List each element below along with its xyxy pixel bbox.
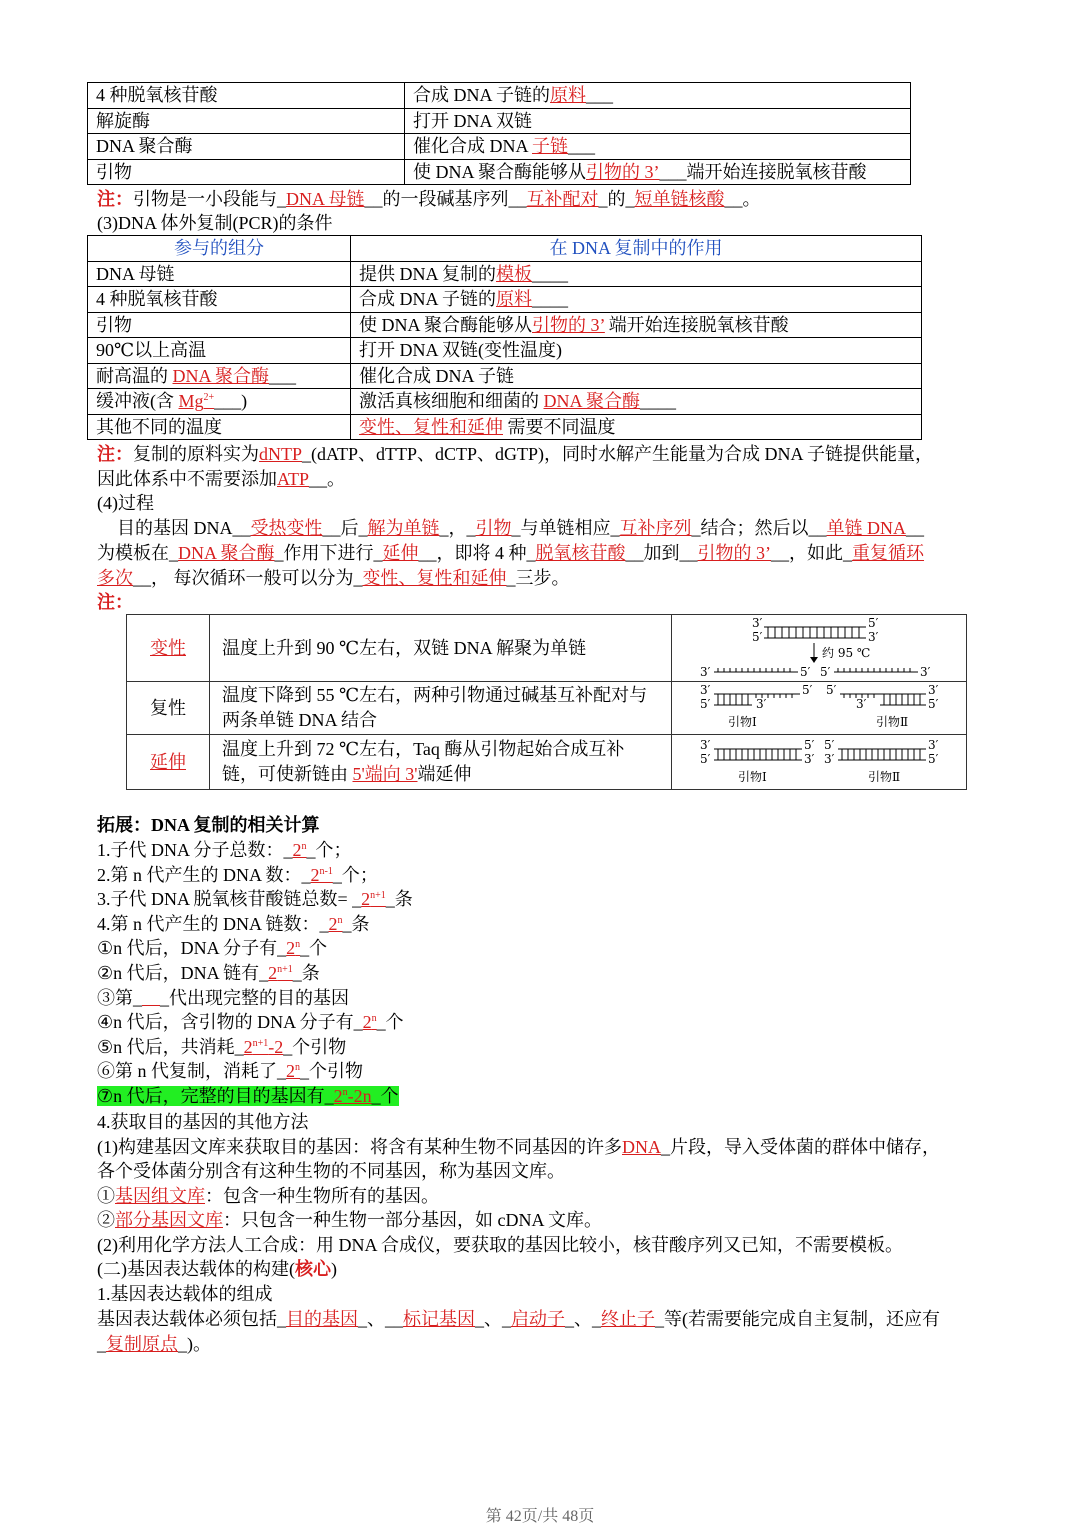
table-row	[88, 159, 911, 185]
calc-answer: $2^{n+1}-2$	[243, 1036, 284, 1057]
step-denature: 变性	[127, 615, 210, 682]
component-cell: DNA 母链	[88, 261, 351, 287]
pcr-conditions-table	[87, 235, 922, 440]
header-component: 参与的组分	[88, 236, 351, 262]
table-row	[88, 134, 911, 160]
vector-subtitle: 1.基因表达载体的组成	[97, 1284, 273, 1304]
vector-components-line2: _复制原点_)。	[97, 1334, 211, 1354]
pcr-step-row	[127, 615, 967, 682]
calc-item: 3.子代 DNA 脱氧核苷酸链总数= $\_2^{n+1}\_$条	[97, 889, 413, 910]
label-5prime: 5′	[700, 697, 711, 711]
calc-item: 1.子代 DNA 分子总数：_2$^n$_个；	[97, 840, 352, 860]
calc-item: ⑤n 代后，共消耗$\_2^{n+1}-2\_$个引物	[97, 1036, 347, 1057]
calc-answer: 2$^n$-2n	[333, 1086, 372, 1106]
library-para-line2: 各个受体菌分别含有这种生物的不同基因，称为基因文库。	[97, 1161, 565, 1181]
role-cell: 打开 DNA 双链	[405, 108, 911, 134]
page-footer: 第 42页/共 48页	[485, 1508, 595, 1525]
calc-item: ②n 代后，DNA 链有$\_2^{n+1}\_$条	[97, 963, 320, 983]
step-desc: 温度上升到 90 ℃左右，双链 DNA 解聚为单链	[210, 615, 672, 682]
denature-diagram	[672, 615, 967, 682]
calc-answer: 2$^n$	[292, 840, 307, 860]
calc-answer: 2$^n$	[328, 913, 343, 934]
table-row	[88, 83, 911, 109]
label-5prime: 5′	[868, 616, 879, 630]
process-line-1: 目的基因 DNA__受热变性__后_解为单链_，_引物_与单链相应_互补序列_结合；然后以__单链 DNA__	[117, 518, 924, 538]
calc-item: 2.第 n 代产生的 DNA 数：_2$^{n-1}$_个；	[97, 864, 378, 885]
process-line-2: 为模板在_DNA 聚合酶_作用下进行_延伸__，即将 4 种_脱氧核苷酸__加到__引物的 3’__，如此_重复循环	[97, 543, 925, 563]
other-methods-title: 4.获取目的基因的其他方法	[97, 1112, 309, 1132]
anneal-diagram	[672, 682, 967, 735]
calc-answer: $2^{n+1}$	[361, 889, 386, 910]
step-desc: 温度下降到 55 ℃左右，两种引物通过碱基互补配对与两条单链 DNA 结合	[210, 682, 672, 735]
label-5prime: 5′	[928, 697, 939, 711]
process-line-3: 多次__， 每次循环一般可以分为_变性、复性和延伸_三步。	[97, 568, 570, 588]
component-cell: 解旋酶	[88, 108, 405, 134]
calc-title: 拓展：DNA 复制的相关计算	[97, 815, 320, 835]
calc-item: 4.第 n 代产生的 DNA 链数：_2$^n$_条	[97, 913, 370, 934]
temperature-label: 约 95 ℃	[822, 646, 871, 660]
label-3prime: 3′	[700, 665, 711, 679]
step-desc: 温度上升到 72 ℃左右，Taq 酶从引物起始合成互补链，可使新链由 5'端向 3'端延伸	[210, 735, 672, 790]
role-cell: 催化合成 DNA 子链	[351, 363, 922, 389]
step-anneal: 复性	[127, 682, 210, 735]
extend-diagram	[672, 735, 967, 790]
calc-answer: 2$^n$	[362, 1012, 377, 1033]
table-row	[88, 363, 922, 389]
role-cell: 使 DNA 聚合酶能够从引物的 3’___端开始连接脱氧核苷酸	[405, 159, 911, 185]
label-3prime: 3′	[804, 752, 815, 766]
label-3prime: 3′	[756, 697, 767, 711]
calc-answer: 2$^n$	[286, 1061, 300, 1082]
calc-item: ③第_ _代出现完整的目的基因	[97, 987, 349, 1008]
label-3prime: 3′	[928, 738, 939, 752]
table-row	[88, 414, 922, 440]
label-3prime: 3′	[700, 683, 711, 697]
calc-answer	[142, 988, 160, 1008]
component-cell: 引物	[88, 312, 351, 338]
component-cell: 4 种脱氧核苷酸	[88, 83, 405, 109]
label-5prime: 5′	[826, 683, 837, 697]
calc-answer: $2^{n+1}$	[268, 963, 293, 983]
label-3prime: 3′	[856, 697, 867, 711]
component-cell: DNA 聚合酶	[88, 134, 405, 160]
label-5prime: 5′	[928, 752, 939, 766]
library-para: (1)构建基因文库来获取目的基因：将含有某种生物不同基因的许多DNA_片段，导入受体菌的群体中储存，	[97, 1137, 940, 1157]
role-cell: 合成 DNA 子链的原料___	[405, 83, 911, 109]
label-5prime: 5′	[804, 738, 815, 752]
label-5prime: 5′	[800, 665, 811, 679]
calc-item-highlight: ⑦n 代后，完整的目的基因有_2$^n$-2n_个	[97, 1086, 399, 1106]
label-3prime: 3′	[868, 630, 879, 644]
partial-library-item: ②部分基因文库：只包含一种生物一部分基因，如 cDNA 文库。	[97, 1210, 602, 1230]
role-cell: 激活真核细胞和细菌的 DNA 聚合酶____	[351, 389, 922, 415]
component-cell: 4 种脱氧核苷酸	[88, 287, 351, 313]
table-row	[88, 108, 911, 134]
label-5prime: 5′	[802, 683, 813, 697]
label-3prime: 3′	[752, 616, 763, 630]
note-primer: 注：引物是一小段能与_DNA 母链__的一段碱基序列__互补配对_的_短单链核酸__。	[97, 189, 761, 209]
calc-answer: 2$^n$	[286, 938, 301, 959]
role-cell: 变性、复性和延伸 需要不同温度	[351, 414, 922, 440]
calc-item: ⑥第 n 代复制，消耗了_2$^n$_个引物	[97, 1061, 363, 1082]
note-dntp-line2: 因此体系中不需要添加ATP__。	[97, 469, 346, 489]
vector-components: 基因表达载体必须包括_目的基因_、__标记基因_、_启动子_、_终止子_等(若需要能完成自主复制，还应有	[97, 1309, 940, 1329]
chemical-synthesis-para: (2)利用化学方法人工合成：用 DNA 合成仪，要获取的基因比较小，核苷酸序列又已知，不需要模板。	[97, 1235, 903, 1255]
calc-answer: 2$^{n-1}$	[310, 864, 333, 885]
process-title: (4)过程	[97, 493, 154, 513]
step-extend: 延伸	[127, 735, 210, 790]
label-3prime: 3′	[920, 665, 931, 679]
pcr-steps-table	[126, 614, 967, 790]
component-cell: 90℃以上高温	[88, 338, 351, 364]
label-5prime: 5′	[820, 665, 831, 679]
pcr-step-row	[127, 682, 967, 735]
role-cell: 提供 DNA 复制的模板____	[351, 261, 922, 287]
calc-item: ①n 代后，DNA 分子有_2$^n$_个	[97, 938, 328, 959]
calc-item: ④n 代后，含引物的 DNA 分子有_2$^n$_个	[97, 1012, 404, 1033]
component-cell: 耐高温的 DNA 聚合酶___	[88, 363, 351, 389]
note-label: 注：	[97, 592, 133, 612]
components-table	[87, 82, 911, 185]
table-row	[88, 261, 922, 287]
table-row	[88, 287, 922, 313]
component-cell: 缓冲液(含 $Mg^{2+}\_\_\_$)	[88, 389, 351, 415]
primer-1-label: 引物Ⅰ	[738, 770, 767, 784]
table-row	[88, 338, 922, 364]
label-5prime: 5′	[752, 630, 763, 644]
header-role: 在 DNA 复制中的作用	[351, 236, 922, 262]
pcr-conditions-title: (3)DNA 体外复制(PCR)的条件	[97, 213, 333, 233]
component-cell: 其他不同的温度	[88, 414, 351, 440]
role-cell: 催化合成 DNA 子链___	[405, 134, 911, 160]
primer-1-label: 引物Ⅰ	[728, 715, 757, 729]
label-3prime: 3′	[928, 683, 939, 697]
vector-title: (二)基因表达载体的构建(核心)	[97, 1259, 337, 1279]
primer-2-label: 引物Ⅱ	[868, 770, 901, 784]
pcr-step-row	[127, 735, 967, 790]
label-3prime: 3′	[824, 752, 835, 766]
genomic-library-item: ①基因组文库：包含一种生物所有的基因。	[97, 1186, 439, 1206]
label-5prime: 5′	[700, 752, 711, 766]
role-cell: 使 DNA 聚合酶能够从引物的 3’ 端开始连接脱氧核苷酸	[351, 312, 922, 338]
label-5prime: 5′	[824, 738, 835, 752]
note-dntp: 注：复制的原料实为dNTP_(dATP、dTTP、dCTP、dGTP)，同时水解产生能量为合成 DNA 子链提供能量，	[97, 444, 934, 464]
component-cell: 引物	[88, 159, 405, 185]
table-row	[88, 389, 922, 415]
label-3prime: 3′	[700, 738, 711, 752]
primer-2-label: 引物Ⅱ	[876, 715, 909, 729]
role-cell: 合成 DNA 子链的原料____	[351, 287, 922, 313]
role-cell: 打开 DNA 双链(变性温度)	[351, 338, 922, 364]
table-row	[88, 312, 922, 338]
